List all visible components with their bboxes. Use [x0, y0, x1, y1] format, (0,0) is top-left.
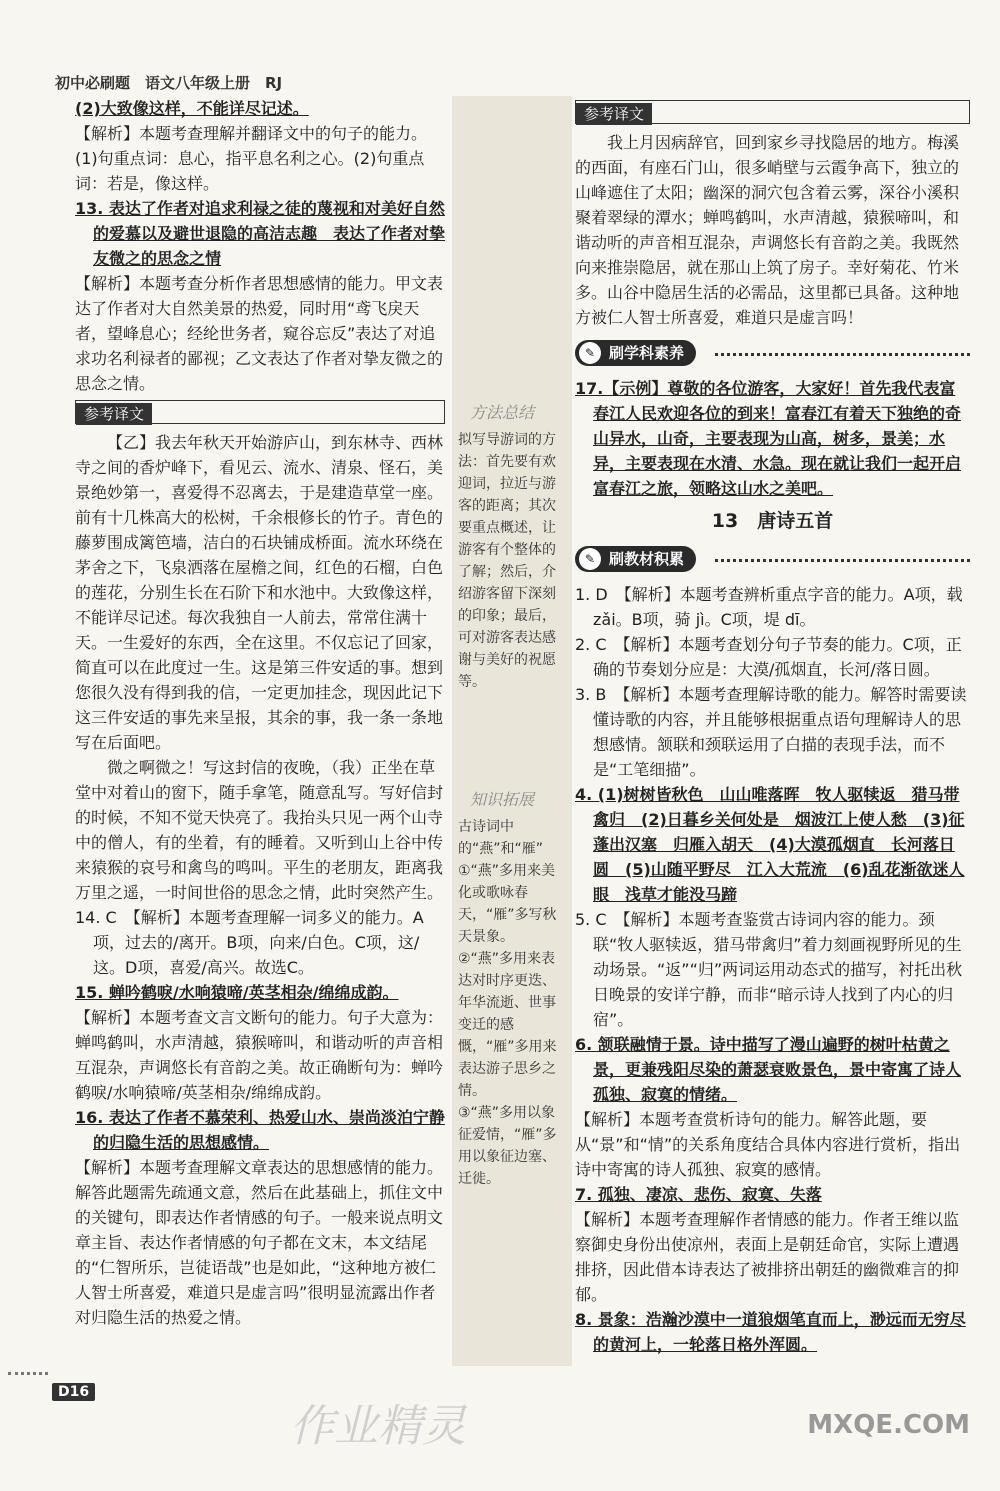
page-dots [8, 1372, 48, 1375]
book-icon: ✎ [579, 548, 601, 570]
reference-translation-label: 参考译文 [76, 403, 152, 425]
translation-para: 我上月因病辞官，回到家乡寻找隐居的地方。梅溪的西面，有座石门山，很多峭壁与云霞争高下，独立的山峰遮住了太阳；幽深的洞穴包含着云雾，深谷小溪积聚着翠绿的潭水；蝉鸣鹤叫，水声清越，猿猴啼叫，和谐动听的声音相互混杂，声调悠长有音韵之美。我既然向来推崇隐居，就在那山上筑了房子。幸好菊花、竹米多。山谷中隐居生活的必需品，这里都已具备。这种地方被仁人智士所喜爱，难道只是虚言吗！ [575, 133, 960, 327]
q15-answer: 15. 蝉吟鹤唳/水响猿啼/英茎相杂/绵绵成韵。 [75, 983, 399, 1002]
section-badge-row [575, 542, 970, 576]
watermark: 作业精灵 [290, 1401, 466, 1452]
a4: 4. (1)树树皆秋色 山山唯落晖 牧人驱犊返 猎马带禽归 (2)日暮乡关何处是 烟波江上使人愁 (3)征蓬出汉塞 归雁入胡天 (4)大漠孤烟直 长河落日圆 (5)山随平野尽 江入大荒流 (6)乱花渐欲迷人眼 浅草才能没马蹄 [575, 785, 965, 904]
page-header: 初中必刷题 语文八年级上册 RJ [55, 74, 283, 92]
q14-answer: 14. C 【解析】本题考查理解一词多义的能力。A项，过去的/离开。B项，向来/白色。C项，这/这。D项，喜爱/高兴。故选C。 [75, 908, 424, 977]
translation-para: 微之啊微之！写这封信的夜晚，（我）正坐在草堂中对着山的窗下，随手拿笔，随意乱写。写好信封的时候，不知不觉天快亮了。我抬头只见一两个山寺中的僧人，有的坐着，有的睡着。又听到山上谷中传来猿猴的哀号和禽鸟的鸣叫。平生的老朋友，距离我万里之遥，一时间世俗的思念之情，此时突然产生。 [75, 758, 444, 902]
right-column [575, 96, 970, 1357]
a5: 5. C 【解析】本题考查鉴赏古诗词内容的能力。颈联“牧人驱犊返，猎马带禽归”着力刻画视野所见的生动场景。“返”“归”两词运用动态式的描写，衬托出秋日晚景的安详宁静，而非“暗示诗人找到了内心的归宿”。 [575, 910, 963, 1029]
a6-answer: 6. 颔联融情于景。诗中描写了漫山遍野的树叶枯黄之景，更兼残阳尽染的萧瑟衰败景色，景中寄寓了诗人孤独、寂寞的情绪。 [575, 1035, 962, 1104]
reference-translation-label: 参考译文 [576, 103, 652, 125]
site-watermark: MXQE.COM [807, 1410, 970, 1440]
side-notes [452, 96, 572, 1366]
analysis: 【解析】本题考查理解并翻译文中的句子的能力。(1)句重点词：息心，指平息名利之心。(2)句重点词：若是，像这样。 [75, 124, 428, 193]
left-column [75, 96, 445, 1330]
answer-line: (2)大致像这样，不能详尽记述。 [75, 99, 309, 118]
q17-answer: 17.【示例】尊敬的各位游客，大家好！首先我代表富春江人民欢迎各位的到来！富春江有着天下独绝的奇山异水，山奇，主要表现为山高，树多，景美；水异，主要表现在水清、水急。现在就让我们一起开启富春江之旅，领略这山水之美吧。 [575, 379, 962, 498]
subject-literacy-badge: ✎ 刷学科素养 [575, 340, 696, 366]
q13-analysis: 【解析】本题考查分析作者思想感情的能力。甲文表达了作者对大自然美景的热爱，同时用“鸢飞戾天者，望峰息心；经纶世务者，窥谷忘反”表达了对追求功名利禄者的鄙视；乙文表达了作者对挚友微之的思念之情。 [75, 274, 444, 393]
reference-translation-bar [75, 400, 445, 424]
section-badge-row [575, 336, 970, 370]
dotted-divider [715, 559, 970, 562]
reference-translation-bar [575, 100, 970, 124]
translation-para: 【乙】我去年秋天开始游庐山，到东林寺、西林寺之间的香炉峰下，看见云、流水、清泉、怪石，美景绝妙第一，喜爱得不忍离去，于是建造草堂一座。前有十几株高大的松树，千余根修长的竹子。青色的藤萝围成篱笆墙，洁白的石块铺成桥面。流水环绕在茅舍之下，飞泉洒落在屋檐之间，红色的石榴，白色的莲花，分别生长在石阶下和水池中。大致像这样，不能详尽记述。每次我独自一人前去，常常住满十天。一生爱好的东西，全在这里。不仅忘记了回家，简直可以在此度过一生。这是第三件安适的事。想到您很久没有得到我的信，一定更加挂念，现因此记下这三件安适的事先来呈报，其余的事，我一条一条地写在后面吧。 [75, 433, 444, 752]
a3: 3. B 【解析】本题考查理解诗歌的能力。解答时需要读懂诗歌的内容，并且能够根据重点语句理解诗人的思想感情。颔联和颈联运用了白描的表现手法，而不是“工笔细描”。 [575, 685, 967, 779]
book-icon: ✎ [579, 342, 601, 364]
q15-analysis: 【解析】本题考查文言文断句的能力。句子大意为：蝉鸣鹤叫，水声清越，猿猴啼叫，和谐动听的声音相互混杂，声调悠长有音韵之美。故正确断句为：蝉吟鹤唳/水响猿啼/英茎相杂/绵绵成韵。 [75, 1008, 444, 1102]
q16-analysis: 【解析】本题考查理解文章表达的思想感情的能力。解答此题需先疏通文意，然后在此基础上，抓住文中的关键句，即表达作者情感的句子。一般来说点明文章主旨、表达作者情感的句子都在文末，本文结尾的“仁智所乐，岂徒语哉”也是如此，“这种地方被仁人智士所喜爱，难道只是虚言吗”很明显流露出作者对归隐生活的热爱之情。 [75, 1158, 444, 1327]
method-summary-text: 拟写导游词的方法：首先要有欢迎词，拉近与游客的距离；其次要重点概述，让游客有个整体的了解；然后，介绍游客留下深刻的印象；最后，可对游客表达感谢与美好的祝愿等。 [458, 432, 556, 690]
knowledge-extension-title: 知识拓展 [470, 790, 535, 809]
section-title: 13 唐诗五首 [711, 510, 834, 532]
a6-analysis: 【解析】本题考查赏析诗句的能力。解答此题，要从“景”和“情”的关系角度结合具体内容进行赏析，指出诗中寄寓的诗人孤独、寂寞的感情。 [575, 1110, 961, 1179]
q16-answer: 16. 表达了作者不慕荣利、热爱山水、崇尚淡泊宁静的归隐生活的思想感情。 [75, 1108, 445, 1152]
a2: 2. C 【解析】本题考查划分句子节奏的能力。C项，正确的节奏划分应是：大漠/孤烟直，长河/落日圆。 [575, 635, 962, 679]
page-number: D16 [52, 1383, 95, 1401]
a7-answer: 7. 孤独、凄凉、悲伤、寂寞、失落 [575, 1185, 822, 1204]
q13-answer: 13. 表达了作者对追求利禄之徒的蔑视和对美好自然的爱慕以及避世退隐的高洁志趣 表达了作者对挚友微之的思念之情 [75, 199, 446, 268]
method-summary-title: 方法总结 [470, 403, 535, 422]
dotted-divider [715, 353, 970, 356]
a1: 1. D 【解析】本题考查辨析重点字音的能力。A项，载zǎi。B项，骑 jì。C项，堤 dī。 [575, 585, 963, 629]
knowledge-extension-text: 古诗词中的“燕”和“雁” ①“燕”多用来美化或歌咏春天，“雁”多写秋天景象。 ②“燕”多用来表达对时序更迭、年华流逝、世事变迁的感慨，“雁”多用来表达游子思乡之情。 ③“燕”多用以象征爱情，“雁”多用以象征边塞、迁徙。 [458, 819, 557, 1187]
a7-analysis: 【解析】本题考查理解作者情感的能力。作者王维以监察御史身份出使凉州，表面上是朝廷命官，实际上遭遇排挤，因此借本诗表达了被排挤出朝廷的幽微难言的抑郁。 [575, 1210, 960, 1304]
a8-answer: 8. 景象：浩瀚沙漠中一道狼烟笔直而上，渺远而无穷尽的黄河上，一轮落日格外浑圆。 [575, 1310, 966, 1354]
textbook-badge: ✎ 刷教材积累 [575, 546, 696, 572]
